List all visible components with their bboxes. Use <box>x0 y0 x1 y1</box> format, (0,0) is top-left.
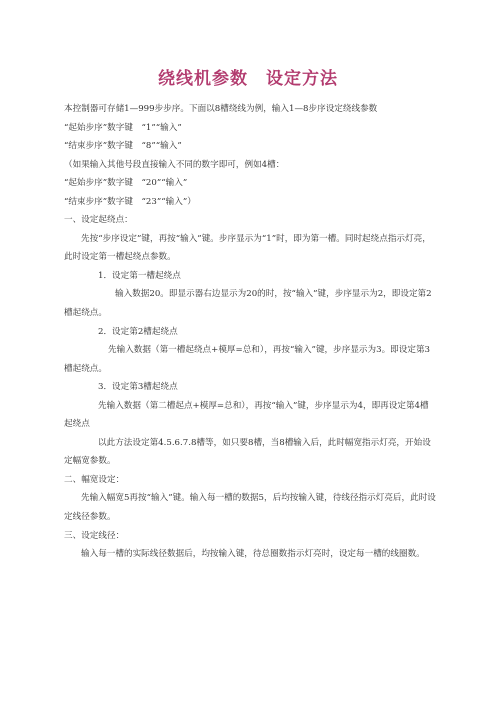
paragraph-intro: 本控制器可存储1—999步步序。下面以8槽绕线为例，输入1—8步序设定绕线参数 <box>64 104 378 114</box>
paragraph-slot-3-detail: 先输入数据（第二槽起点+模厚=总和），再按“输入”键，步序显示为4，即再设定第4槽起绕点 <box>64 400 429 430</box>
step-heading-slot-3: 3．设定第3槽起绕点 <box>98 382 178 393</box>
paragraph-end-step: “结束步序”数字键 “8”“输入” <box>64 141 182 152</box>
paragraph-start-point-intro: 先按“步序设定”键，再按“输入”键。步序显示为“1”时，即为第一槽。同时起绕点指示灯亮，此时设定第一槽起绕点参数。 <box>64 233 431 263</box>
paragraph-other-range-note: （如果输入其他号段直接输入不同的数字即可，例如4槽： <box>64 159 285 170</box>
paragraph-slot-1-detail: 输入数据20。即显示器右边显示为20的时，按“输入”键，步序显示为2，即设定第2槽起绕点。 <box>64 289 432 319</box>
section-heading-start-point: 一、设定起绕点： <box>64 215 133 226</box>
step-heading-slot-2: 2．设定第2槽起绕点 <box>98 326 178 337</box>
document-body <box>64 100 436 564</box>
paragraph-example-start: “起始步序”数字键 “20”“输入” <box>64 178 188 189</box>
paragraph-remaining-slots: 以此方法设定第4.5.6.7.8槽等，如只要8槽，当8槽输入后，此时幅宽指示灯亮，开始设定幅宽参数。 <box>64 437 431 467</box>
paragraph-wire-diameter-detail: 输入每一槽的实际线径数据后，均按输入键，待总圈数指示灯亮时，设定每一槽的线圈数。 <box>81 549 425 560</box>
paragraph-slot-2-detail: 先输入数据（第一槽起绕点+模厚=总和），再按“输入”键，步序显示为3。即设定第3槽起绕点。 <box>64 345 431 374</box>
section-heading-width: 二、幅宽设定： <box>64 474 125 485</box>
section-heading-wire-diameter: 三、设定线径： <box>64 530 125 541</box>
paragraph-width-detail: 先输入幅宽5再按“输入”键。输入每一槽的数据5，后均按输入键，待线径指示灯亮后，此时设定线径参数。 <box>64 493 436 523</box>
document-title: 绕线机参数 设定方法 <box>158 69 338 89</box>
paragraph-start-step: “起始步序”数字键 “1”“输入” <box>64 122 182 133</box>
paragraph-example-end: “结束步序”数字键 “23”“输入”） <box>64 196 196 207</box>
step-heading-slot-1: 1．设定第一槽起绕点 <box>98 270 181 281</box>
